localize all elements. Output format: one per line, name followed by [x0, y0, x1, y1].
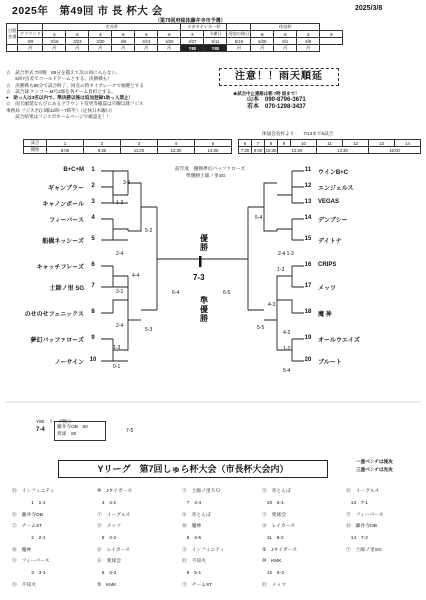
schedule-sub-10: ②	[274, 31, 297, 38]
match-team: ② チームST	[182, 583, 213, 588]
contact-person-2: 若本 070-1298-3437	[247, 104, 306, 110]
schedule-sub-7: 予備日	[204, 31, 227, 38]
left-team-name: 船橋ネッシーズ	[42, 239, 84, 245]
match-team: ② チームST	[12, 524, 43, 529]
schedule-venue-first: 河	[18, 45, 43, 52]
right-team-number: 19	[304, 335, 312, 341]
score-l2: 1-2	[116, 200, 124, 206]
schedule-sub-11: ②	[297, 31, 320, 38]
match-score: 7 4-4	[182, 501, 202, 506]
match-score: 9 5-1	[182, 571, 202, 576]
right-team-number: 17	[304, 283, 312, 289]
left-times-time-1: 9:30	[84, 147, 121, 154]
left-team-number: 8	[91, 309, 95, 315]
left-times-col-2: 3	[121, 140, 158, 147]
left-times-row-label: 開始	[24, 147, 47, 154]
left-times-col-4: 5	[195, 140, 232, 147]
contact-person-1: 山本 090-8796-3671	[247, 97, 306, 103]
schedule-venue-9: 河	[227, 45, 251, 52]
rule-note: ☆ 雨天順延ならびにあるグラウンド変更等確認は月曜以降フジス	[6, 101, 144, 107]
schedule-date-9: 5/18	[227, 38, 251, 45]
schedule-date-4: 4/6	[112, 38, 135, 45]
rule-note: ● 助っ人は3名以内で、準決勝以後は追加登録1助っ人禁止！	[6, 95, 134, 101]
match-team: ⑫ イーグルス	[346, 489, 380, 494]
rule-note: 5回7点差でコールドゲームとする。決勝戦も！	[6, 76, 112, 82]
right-times-col-0: 6	[239, 140, 252, 147]
match-team: ⑪ 不知火	[182, 559, 206, 564]
left-team-number: 4	[91, 215, 95, 221]
y80-team-box	[54, 421, 106, 441]
schedule-venue-5: 河	[135, 45, 158, 52]
schedule-date-11: 6/1	[274, 38, 297, 45]
y80-score-left: 7-4	[36, 427, 45, 433]
match-team: ⑪ メッツ	[262, 583, 286, 588]
right-team-name: メッツ	[318, 286, 337, 292]
schedule-first-date: 3/9	[18, 38, 43, 45]
schedule-venue-10: 河	[251, 45, 274, 52]
score-r5: 4-3	[268, 302, 276, 308]
rule-note: ☆ 決勝戦も85分で試合終了、同点の時タイブレークで抽選とする	[6, 82, 144, 88]
left-team-name: フィーバース	[49, 218, 84, 224]
match-score: 6 4-3	[97, 571, 117, 576]
left-times-time-4: 14:00	[195, 147, 232, 154]
schedule-venue-4: 河	[112, 45, 135, 52]
rule-note: 事務局 フジスポ(日曜12時〜7時半）（定休日木曜日）	[6, 107, 115, 113]
right-times-col-1: 7	[252, 140, 265, 147]
score-l9: 1-3	[113, 345, 121, 351]
schedule-date-10: 5/25	[251, 38, 274, 45]
schedule-sub-0: ①	[43, 31, 66, 38]
left-team-name: B+C+M	[63, 167, 84, 173]
schedule-date-12: 6/8	[297, 38, 320, 45]
score-r9: 5-4	[283, 368, 291, 374]
y80-league-title: Y80 リーグ戦①	[36, 419, 72, 424]
match-team: ② Jタイガース	[262, 548, 298, 553]
left-team-name: キャノンボール	[42, 202, 84, 208]
left-times-time-2: 11:00	[121, 147, 158, 154]
schedule-date-1: 3/16	[43, 38, 66, 45]
schedule-date-2: 3/23	[66, 38, 89, 45]
right-team-name: CRIPS	[318, 262, 337, 268]
score-r4: 6-5	[223, 290, 231, 296]
schedule-venue-6: 河	[158, 45, 181, 52]
right-times-time-1: 9:00	[252, 147, 265, 154]
yleague-title: Yリーグ 第7回しゅら杯大会（市長杯大会内）	[58, 460, 328, 478]
rule-note: 試合結果はフジスポホームページで確認を！！	[6, 114, 112, 120]
right-times-time-4: 13:30	[317, 147, 369, 154]
runnerup-label: 準優勝	[200, 296, 208, 323]
schedule-sub-5: ⑥	[158, 31, 181, 38]
right-team-number: 15	[304, 236, 312, 242]
schedule-group-3: 体協杯	[251, 24, 320, 31]
right-times-col-7: 13	[369, 140, 395, 147]
schedule-date-8: 5/11	[204, 38, 227, 45]
schedule-first-cell: グラウンド	[18, 31, 43, 38]
match-score: 5 4-2	[97, 536, 117, 541]
right-team-number: 16	[304, 262, 312, 268]
score-r2: 2-4 1-3	[278, 251, 294, 257]
left-times-col-1: 2	[84, 140, 121, 147]
schedule-date-6: 4/20	[158, 38, 181, 45]
right-team-name: ウインB+C	[318, 170, 348, 176]
match-team: ⑤ 赤とんぼ	[262, 489, 291, 494]
schedule-sub-8: 浴宿の後日	[228, 31, 250, 36]
match-score: 1 1-1	[12, 501, 46, 506]
score-r8: 1-2	[283, 346, 291, 352]
match-team: ⑦ 土師ノ里SG	[346, 548, 382, 553]
match-team: ③ フィーバース	[346, 513, 384, 518]
rule-note: ☆ 試合形式 7回戦 85分を越えて次の回に入らない。	[6, 70, 121, 75]
match-score: 8 4-5	[182, 536, 202, 541]
score-l11: 6-4	[172, 290, 180, 296]
match-team: ③ フィーバース	[12, 559, 50, 564]
y80-team-b: 愛球 60	[57, 431, 77, 436]
match-team: ⑦ 土師ノ里ＳＧ	[182, 489, 221, 494]
right-times-time-3: 12:00	[278, 147, 317, 154]
schedule-date-5: 4/13	[135, 38, 158, 45]
right-team-name: デイトナ	[318, 239, 342, 245]
right-team-number: 13	[304, 199, 312, 205]
contact-lead: ★試合中止連絡は朝 7時 頃まで！	[233, 91, 300, 96]
left-team-name: ギャンブラー	[47, 186, 84, 192]
page-title: 2025年 第49回 市 長 杯大 会	[12, 5, 163, 17]
previous-winner: 前年度 優勝夢幻バッファローズ	[175, 166, 245, 171]
match-team: ④ 赤とんぼ	[182, 513, 211, 518]
schedule-date-3: 3/30	[89, 38, 112, 45]
schedule-sub-12: ③	[320, 31, 343, 38]
yleague-note-2: 三塁ベンチは先攻	[356, 467, 393, 472]
match-score: 2 2-1	[12, 536, 46, 541]
score-r1: 5-4	[255, 215, 263, 221]
right-team-name: エンジェルス	[318, 186, 354, 192]
left-times-header: 試合	[24, 140, 47, 147]
final-score: 7-3	[193, 273, 205, 282]
schedule-group-1: 市長杯	[43, 24, 181, 31]
left-team-number: 1	[91, 167, 95, 173]
y80-score-right: 7-5	[126, 428, 134, 434]
schedule-venue-2: 河	[66, 45, 89, 52]
left-team-number: 3	[91, 199, 95, 205]
left-team-number: 2	[91, 183, 95, 189]
right-times-col-2: 8	[265, 140, 278, 147]
match-team: ⑦ 愛球会	[262, 513, 286, 518]
match-score: 3 3-1	[12, 571, 46, 576]
right-team-name: ブルート	[318, 360, 342, 366]
right-times-col-6: 12	[343, 140, 369, 147]
left-times-time-3: 12:30	[158, 147, 195, 154]
match-score: 4 4-1	[97, 501, 117, 506]
schedule-venue-8: Y80	[204, 45, 227, 52]
left-team-number: 6	[91, 262, 95, 268]
previous-runnerup: 準優勝土師ノ里SG	[186, 173, 226, 178]
score-l8: 5-3	[145, 327, 153, 333]
score-l6: 3-1	[116, 289, 124, 295]
match-team: ④ Jタイガース	[97, 489, 133, 494]
schedule-sub-1: ②	[66, 31, 89, 38]
rule-note: ☆ 試合球 ケンコー M号2球を各チーム負担とする。	[6, 88, 116, 94]
right-team-name: デンブシー	[318, 218, 348, 224]
right-times-time-0: 7:30	[239, 147, 252, 154]
left-team-name: 土師ノ里 SG	[49, 286, 84, 292]
score-l7: 2-4	[116, 323, 124, 329]
left-team-name: ノーサイン	[54, 360, 84, 366]
match-score: 10 6-1	[262, 501, 284, 506]
match-team: ⑩ KMK	[262, 559, 282, 564]
right-team-number: 14	[304, 215, 312, 221]
score-l1: 3-5	[123, 180, 131, 186]
score-l4: 2-4	[116, 251, 124, 257]
schedule-venue-1: 河	[43, 45, 66, 52]
match-team: ④ レイカース	[262, 524, 295, 529]
right-team-name: オールウエイズ	[318, 338, 360, 344]
score-r3: 1-3	[277, 267, 285, 273]
match-score: 14 7-2	[346, 536, 368, 541]
left-times-col-3: 4	[158, 140, 195, 147]
right-times-col-5: 11	[317, 140, 343, 147]
right-times-caption: 体協会長杯より 7/13まで6試合	[262, 131, 334, 136]
match-team: ⑩ 魔神	[12, 548, 32, 553]
left-team-name: 夢幻バッファローズ	[30, 338, 84, 344]
right-times-time-5: 15:00	[369, 147, 421, 154]
match-team: ⑪ インフィニティ	[12, 489, 55, 494]
schedule-sub-4: ⑤	[135, 31, 158, 38]
right-team-number: 18	[304, 309, 312, 315]
schedule-group-2: ナガセヤンカー杯	[181, 24, 227, 31]
score-r7: 4-2	[283, 330, 291, 336]
schedule-venue-7: Y80	[181, 45, 204, 52]
left-team-number: 7	[91, 283, 95, 289]
right-team-number: 12	[304, 183, 312, 189]
schedule-date-7: 4/27	[181, 38, 204, 45]
schedule-venue-3: 河	[89, 45, 112, 52]
right-times-col-8: 14	[395, 140, 421, 147]
right-team-name: VEGAS	[318, 199, 340, 205]
page-subtitle: （第79回府総体藤井寺市予選）	[155, 18, 226, 24]
schedule-sub-9: ⑧	[251, 31, 274, 38]
left-team-name: のせのせフェニックス	[24, 312, 84, 318]
right-times-col-4: 10	[291, 140, 317, 147]
schedule-venue-12: 河	[297, 45, 320, 52]
yleague-note-1: 一塁ベンチは後攻	[356, 459, 393, 464]
match-team: ⑩ 魔神	[182, 524, 202, 529]
right-team-name: 魔 神	[318, 312, 332, 318]
match-team: ⑥ レイカース	[97, 548, 130, 553]
left-times-time-0: 8:00	[47, 147, 84, 154]
y80-team-a: 藤井寺OB 60	[57, 424, 88, 429]
schedule-sub-2: ③	[89, 31, 112, 38]
schedule-row-label: 日程 会場	[7, 24, 18, 45]
rain-delay-alert: 注意！！雨天順延	[219, 68, 339, 86]
left-team-number: 5	[91, 236, 95, 242]
champion-label: 優勝	[200, 234, 208, 252]
match-team: ⑥ 愛球会	[97, 559, 121, 564]
match-team: ⑤ メッツ	[97, 524, 121, 529]
match-team: ⑦ イーグルス	[97, 513, 131, 518]
right-team-number: 11	[304, 167, 312, 173]
match-score: 11 6-2	[262, 536, 284, 541]
match-team: ⑧ 不知火	[12, 583, 36, 588]
match-team: ③ インフィニティ	[182, 548, 225, 553]
score-l10: 0-1	[113, 364, 121, 370]
right-times-time-2: 10:30	[265, 147, 277, 153]
score-l5: 4-4	[132, 273, 140, 279]
left-team-number: 10	[89, 357, 97, 363]
score-l3: 5-2	[145, 228, 153, 234]
left-team-number: 9	[91, 335, 95, 341]
match-team: ⑨ 藤井寺OB	[12, 513, 43, 518]
match-score: 13 7-1	[346, 501, 368, 506]
match-score: 12 6-3	[262, 571, 284, 576]
right-team-number: 20	[304, 357, 312, 363]
page-date: 2025/3/8	[355, 5, 383, 12]
schedule-sub-3: ④	[112, 31, 135, 38]
left-times-col-0: 1	[47, 140, 84, 147]
schedule-venue-11: 河	[274, 45, 297, 52]
schedule-sub-6: ⑦	[181, 31, 204, 38]
left-team-name: キャッチフレーズ	[36, 265, 84, 271]
right-times-col-3: 9	[278, 140, 291, 147]
score-r6: 5-5	[257, 325, 265, 331]
match-team: ⑤ KMK	[97, 583, 117, 588]
match-team: ⑬ 藤井寺OB	[346, 524, 377, 529]
